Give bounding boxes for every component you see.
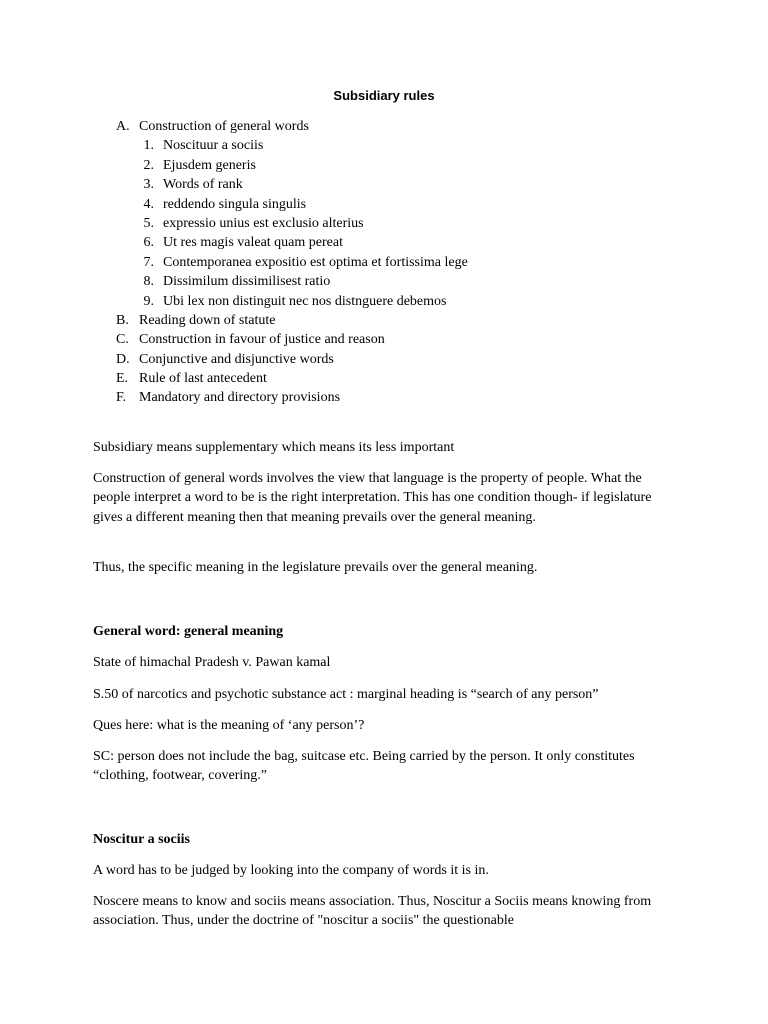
outline-text: Ejusdem generis	[163, 157, 256, 173]
outline-marker: 2.	[143, 157, 154, 173]
outline-marker: B.	[116, 312, 129, 328]
paragraph-sc-holding: SC: person does not include the bag, suitcase etc. Being carried by the person. It only constitutes “clothing, footwear, covering.”	[93, 749, 635, 784]
section-heading-noscitur: Noscitur a sociis	[93, 832, 190, 847]
outline-text: Mandatory and directory provisions	[139, 390, 341, 406]
section-heading-general-word: General word: general meaning	[93, 624, 284, 639]
paragraph-general-words: Construction of general words involves the view that language is the property of people. What the people interpret a word to be is the right interpretation. This has one condition though- if legislature gives a different meaning then that meaning prevails over the general meaning.	[93, 471, 652, 525]
outline-marker: A.	[116, 119, 130, 134]
outline-text: Rule of last antecedent	[139, 371, 267, 387]
outline-marker: 5.	[143, 215, 154, 231]
outline-text: Conjunctive and disjunctive words	[139, 351, 334, 367]
outline-text: expressio unius est exclusio alterius	[163, 215, 364, 231]
outline-text: Construction of general words	[139, 119, 309, 134]
outline-marker: 6.	[143, 235, 154, 251]
outline-text: Words of rank	[163, 177, 243, 193]
outline-text: Ubi lex non distinguit nec nos distnguere debemos	[163, 293, 447, 309]
paragraph-question: Ques here: what is the meaning of ‘any person’?	[93, 718, 365, 733]
outline-text: Construction in favour of justice and reason	[139, 332, 385, 348]
outline-text: Dissimilum dissimilisest ratio	[163, 274, 331, 290]
paragraph-section-50: S.50 of narcotics and psychotic substance act : marginal heading is “search of any person”	[93, 687, 599, 702]
outline-text: Ut res magis valeat quam pereat	[163, 235, 343, 251]
outline-marker: F.	[116, 390, 127, 406]
outline-text: Reading down of statute	[139, 312, 276, 328]
outline-marker: 3.	[143, 177, 154, 193]
outline-text: Noscituur a sociis	[163, 138, 264, 154]
outline-marker: 9.	[143, 293, 154, 309]
document-title: Subsidiary rules	[333, 88, 435, 103]
paragraph-specific-meaning: Thus, the specific meaning in the legislature prevails over the general meaning.	[93, 560, 538, 575]
outline-marker: 7.	[143, 254, 154, 270]
paragraph-company-of-words: A word has to be judged by looking into the company of words it is in.	[93, 863, 489, 878]
paragraph-case-name: State of himachal Pradesh v. Pawan kamal	[93, 655, 331, 670]
paragraph-noscere-meaning: Noscere means to know and sociis means association. Thus, Noscitur a Sociis means knowing from association. Thus, under the doctrine of "noscitur a sociis" the questionable	[93, 894, 652, 929]
outline-text: reddendo singula singulis	[163, 196, 307, 212]
outline-marker: E.	[116, 371, 129, 387]
outline-marker: D.	[116, 351, 130, 367]
outline-marker: 8.	[143, 274, 154, 290]
outline-text: Contemporanea expositio est optima et fortissima lege	[163, 254, 468, 270]
outline-marker: C.	[116, 332, 129, 348]
outline-marker: 4.	[143, 196, 154, 212]
paragraph-subsidiary-meaning: Subsidiary means supplementary which means its less important	[93, 440, 455, 455]
outline-marker: 1.	[143, 138, 154, 154]
